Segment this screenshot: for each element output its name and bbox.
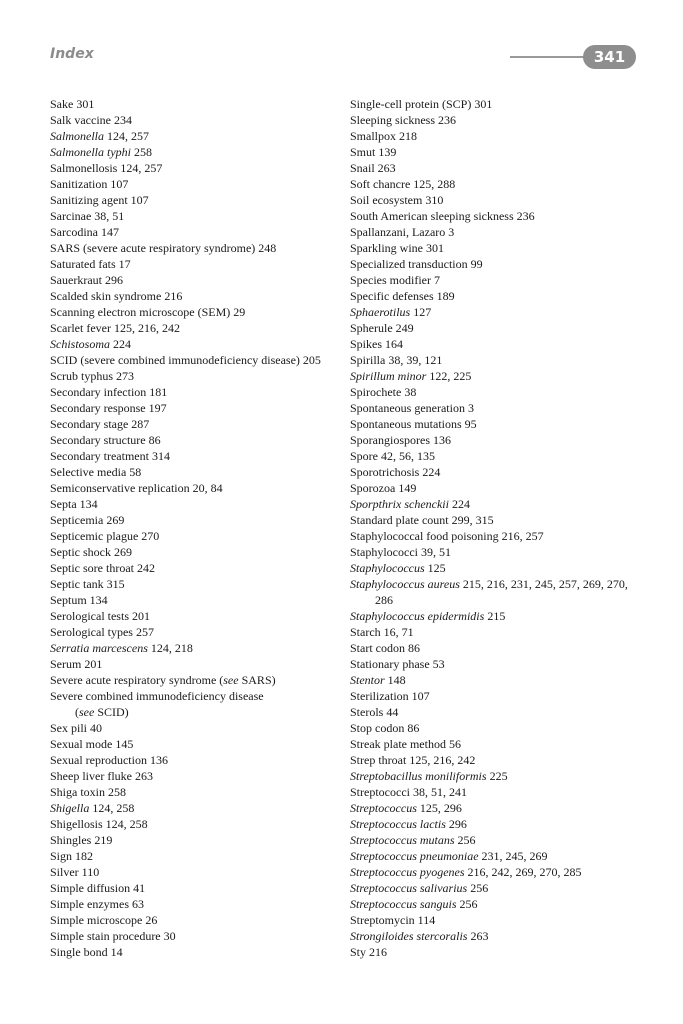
- index-entry: [50, 432, 340, 448]
- index-text: 125: [424, 561, 446, 575]
- index-entry: [50, 688, 340, 704]
- index-term-italic: Staphylococcus aureus: [350, 577, 460, 591]
- index-entry: [50, 384, 340, 400]
- index-text: 124, 218: [147, 641, 193, 655]
- index-text: Saturated fats 17: [50, 257, 131, 271]
- index-text: Simple microscope 26: [50, 913, 158, 927]
- index-entry: [50, 160, 340, 176]
- index-term-italic: Salmonella typhi: [50, 145, 131, 159]
- index-text: Selective media 58: [50, 465, 142, 479]
- index-text: 256: [454, 833, 476, 847]
- index-text: Septicemic plague 270: [50, 529, 160, 543]
- index-text: Septic tank 315: [50, 577, 125, 591]
- index-entry: [350, 320, 650, 336]
- index-text: Spikes 164: [350, 337, 404, 351]
- index-text: Serological tests 201: [50, 609, 150, 623]
- index-text: Secondary treatment 314: [50, 449, 170, 463]
- index-text: Specific defenses 189: [350, 289, 455, 303]
- index-text: Sty 216: [350, 945, 388, 959]
- index-entry: [350, 432, 650, 448]
- index-entry: [350, 208, 650, 224]
- index-text: 296: [445, 817, 467, 831]
- index-term-italic: Streptococcus pneumoniae: [350, 849, 479, 863]
- index-text: Severe acute respiratory syndrome (: [50, 673, 224, 687]
- index-text: Spherule 249: [350, 321, 414, 335]
- index-entry: [50, 944, 340, 960]
- index-entry: [350, 304, 650, 320]
- index-entry: [350, 736, 650, 752]
- index-text: 216, 242, 269, 270, 285: [464, 865, 582, 879]
- index-text: Staphylococci 39, 51: [350, 545, 451, 559]
- index-entry: [350, 192, 650, 208]
- index-text: Starch 16, 71: [350, 625, 414, 639]
- index-text: Shingles 219: [50, 833, 113, 847]
- index-column-left: [50, 96, 340, 960]
- index-entry: [350, 864, 650, 880]
- index-entry: [350, 448, 650, 464]
- index-text: 231, 245, 269: [478, 849, 548, 863]
- index-entry: [50, 720, 340, 736]
- index-term-italic: Streptococcus: [350, 801, 417, 815]
- index-entry: [350, 896, 650, 912]
- index-text: Smut 139: [350, 145, 397, 159]
- index-text: Sake 301: [50, 97, 95, 111]
- index-text: Serum 201: [50, 657, 103, 671]
- index-entry: [350, 480, 650, 496]
- index-text: 258: [131, 145, 152, 159]
- index-entry: [50, 416, 340, 432]
- index-text: Strep throat 125, 216, 242: [350, 753, 476, 767]
- index-entry: [50, 400, 340, 416]
- index-text: Septa 134: [50, 497, 98, 511]
- index-entry: [50, 304, 340, 320]
- index-entry-continuation: [350, 592, 650, 608]
- index-entry: [50, 256, 340, 272]
- index-text: Spirilla 38, 39, 121: [350, 353, 443, 367]
- index-column-right: [350, 96, 650, 960]
- index-entry: [350, 912, 650, 928]
- index-entry: [350, 224, 650, 240]
- index-term-italic: Shigella: [50, 801, 90, 815]
- index-text: Single-cell protein (SCP) 301: [350, 97, 493, 111]
- index-entry: [350, 816, 650, 832]
- index-term-italic: Sporpthrix schenckii: [350, 497, 449, 511]
- index-entry: [50, 464, 340, 480]
- index-text: Secondary infection 181: [50, 385, 168, 399]
- index-text: 215: [484, 609, 506, 623]
- index-entry: [350, 128, 650, 144]
- index-term-italic: Serratia marcescens: [50, 641, 148, 655]
- index-text: Sleeping sickness 236: [350, 113, 456, 127]
- index-term-italic: Streptococcus salivarius: [350, 881, 468, 895]
- index-entry: [350, 560, 650, 576]
- page-header: [0, 0, 683, 80]
- index-entry: [50, 224, 340, 240]
- index-text: Severe combined immunodeficiency disease: [50, 689, 264, 703]
- index-text: Streptomycin 114: [350, 913, 436, 927]
- index-entry: [350, 512, 650, 528]
- index-text: Salk vaccine 234: [50, 113, 132, 127]
- index-text: Streptococci 38, 51, 241: [350, 785, 467, 799]
- index-text: Sarcinae 38, 51: [50, 209, 125, 223]
- index-text: Soft chancre 125, 288: [350, 177, 456, 191]
- index-text: Stationary phase 53: [350, 657, 445, 671]
- index-entry: [350, 848, 650, 864]
- index-text: 127: [410, 305, 432, 319]
- index-term-italic: see: [79, 705, 95, 719]
- index-text: Sanitizing agent 107: [50, 193, 149, 207]
- index-entry: [50, 240, 340, 256]
- index-text: Scalded skin syndrome 216: [50, 289, 183, 303]
- index-entry: [350, 416, 650, 432]
- index-text: Spirochete 38: [350, 385, 417, 399]
- index-text: Sexual reproduction 136: [50, 753, 168, 767]
- index-entry: [50, 800, 340, 816]
- index-text: 215, 216, 231, 245, 257, 269, 270,: [459, 577, 628, 591]
- index-text: Start codon 86: [350, 641, 420, 655]
- index-text: Shigellosis 124, 258: [50, 817, 148, 831]
- index-entry: [50, 336, 340, 352]
- index-text: SARS): [238, 673, 276, 687]
- index-text: Septicemia 269: [50, 513, 125, 527]
- index-text: Sarcodina 147: [50, 225, 119, 239]
- index-text: Semiconservative replication 20, 84: [50, 481, 223, 495]
- index-entry: [50, 368, 340, 384]
- index-entry: [350, 496, 650, 512]
- index-entry: [50, 544, 340, 560]
- index-entry: [350, 176, 650, 192]
- index-entry: [350, 528, 650, 544]
- index-term-italic: Salmonella: [50, 129, 104, 143]
- index-text: 263: [467, 929, 489, 943]
- index-term-italic: see: [223, 673, 239, 687]
- index-text: Simple diffusion 41: [50, 881, 146, 895]
- index-entry: [50, 288, 340, 304]
- index-text: 125, 296: [416, 801, 462, 815]
- index-text: Sheep liver fluke 263: [50, 769, 153, 783]
- index-term-italic: Staphylococcus epidermidis: [350, 609, 485, 623]
- index-term-italic: Sphaerotilus: [350, 305, 411, 319]
- index-text: 286: [375, 593, 393, 607]
- index-text: 124, 258: [89, 801, 135, 815]
- index-term-italic: Strongiloides stercoralis: [350, 929, 468, 943]
- page-number-badge: 341: [583, 45, 636, 69]
- index-term-italic: Streptococcus pyogenes: [350, 865, 465, 879]
- index-entry: [50, 608, 340, 624]
- index-text: South American sleeping sickness 236: [350, 209, 535, 223]
- index-text: Secondary stage 287: [50, 417, 150, 431]
- index-entry: [350, 352, 650, 368]
- index-entry: [50, 480, 340, 496]
- index-text: Sparkling wine 301: [350, 241, 444, 255]
- index-entry: [350, 144, 650, 160]
- index-entry: [350, 400, 650, 416]
- index-text: Simple enzymes 63: [50, 897, 144, 911]
- index-text: Salmonellosis 124, 257: [50, 161, 163, 175]
- index-text: 225: [486, 769, 508, 783]
- index-entry: [350, 160, 650, 176]
- index-text: Secondary response 197: [50, 401, 167, 415]
- index-text: Silver 110: [50, 865, 100, 879]
- index-entry: [50, 560, 340, 576]
- index-entry: [50, 576, 340, 592]
- index-entry: [50, 128, 340, 144]
- index-text: Scanning electron microscope (SEM) 29: [50, 305, 246, 319]
- index-entry: [50, 768, 340, 784]
- index-text: Sterols 44: [350, 705, 399, 719]
- index-entry: [350, 944, 650, 960]
- index-entry-continuation: [50, 704, 340, 720]
- index-entry: [350, 272, 650, 288]
- index-entry: [50, 656, 340, 672]
- index-entry: [350, 832, 650, 848]
- index-text: SCID (severe combined immunodeficiency disease) 205: [50, 353, 321, 367]
- index-entry: [350, 112, 650, 128]
- index-entry: [50, 96, 340, 112]
- index-text: Serological types 257: [50, 625, 154, 639]
- index-text: Sign 182: [50, 849, 94, 863]
- index-entry: [350, 624, 650, 640]
- index-entry: [350, 768, 650, 784]
- index-text: Standard plate count 299, 315: [350, 513, 494, 527]
- index-entry: [50, 640, 340, 656]
- index-text: 122, 225: [426, 369, 472, 383]
- index-text: Sterilization 107: [350, 689, 430, 703]
- index-entry: [350, 672, 650, 688]
- index-text: Specialized transduction 99: [350, 257, 483, 271]
- index-text: Spore 42, 56, 135: [350, 449, 435, 463]
- index-entry: [350, 96, 650, 112]
- index-text: Sporangiospores 136: [350, 433, 451, 447]
- index-entry: [50, 928, 340, 944]
- index-text: Spontaneous mutations 95: [350, 417, 477, 431]
- index-entry: [50, 864, 340, 880]
- index-entry: [350, 288, 650, 304]
- index-entry: [350, 640, 650, 656]
- index-entry: [50, 176, 340, 192]
- index-text: Sporotrichosis 224: [350, 465, 441, 479]
- index-entry: [50, 752, 340, 768]
- index-text: Simple stain procedure 30: [50, 929, 176, 943]
- header-rule: [510, 56, 590, 58]
- index-entry: [350, 656, 650, 672]
- index-text: 148: [384, 673, 406, 687]
- index-entry: [350, 720, 650, 736]
- index-text: Scarlet fever 125, 216, 242: [50, 321, 180, 335]
- index-entry: [350, 800, 650, 816]
- index-entry: [50, 848, 340, 864]
- index-term-italic: Streptococcus sanguis: [350, 897, 457, 911]
- index-text: Stop codon 86: [350, 721, 420, 735]
- index-entry: [350, 256, 650, 272]
- index-text: SARS (severe acute respiratory syndrome) 248: [50, 241, 277, 255]
- index-entry: [350, 608, 650, 624]
- index-entry: [50, 816, 340, 832]
- index-entry: [350, 784, 650, 800]
- index-entry: [50, 512, 340, 528]
- index-entry: [350, 688, 650, 704]
- index-text: Septum 134: [50, 593, 108, 607]
- index-entry: [50, 672, 340, 688]
- index-entry: [350, 928, 650, 944]
- index-entry: [50, 272, 340, 288]
- index-entry: [50, 208, 340, 224]
- index-text: Sanitization 107: [50, 177, 129, 191]
- index-text: Smallpox 218: [350, 129, 418, 143]
- index-text: 224: [110, 337, 131, 351]
- index-text: 224: [448, 497, 470, 511]
- index-text: 124, 257: [104, 129, 149, 143]
- index-entry: [50, 832, 340, 848]
- index-entry: [50, 112, 340, 128]
- index-entry: [350, 544, 650, 560]
- index-text: Species modifier 7: [350, 273, 440, 287]
- index-text: Spontaneous generation 3: [350, 401, 474, 415]
- index-text: (: [75, 705, 79, 719]
- index-entry: [50, 144, 340, 160]
- index-text: Streak plate method 56: [350, 737, 461, 751]
- index-entry: [350, 368, 650, 384]
- index-term-italic: Streptococcus lactis: [350, 817, 446, 831]
- index-text: Septic sore throat 242: [50, 561, 155, 575]
- index-term-italic: Staphylococcus: [350, 561, 425, 575]
- index-text: Sauerkraut 296: [50, 273, 123, 287]
- index-entry: [350, 336, 650, 352]
- index-entry: [350, 240, 650, 256]
- index-entry: [50, 784, 340, 800]
- index-text: Snail 263: [350, 161, 396, 175]
- index-entry: [350, 752, 650, 768]
- index-term-italic: Stentor: [350, 673, 385, 687]
- index-entry: [50, 352, 340, 368]
- index-text: Septic shock 269: [50, 545, 132, 559]
- index-text: SCID): [94, 705, 129, 719]
- index-text: Shiga toxin 258: [50, 785, 127, 799]
- index-entry: [50, 736, 340, 752]
- index-entry: [350, 464, 650, 480]
- index-text: 256: [456, 897, 478, 911]
- index-entry: [350, 704, 650, 720]
- index-text: Soil ecosystem 310: [350, 193, 444, 207]
- index-term-italic: Spirillum minor: [350, 369, 427, 383]
- index-text: Sexual mode 145: [50, 737, 134, 751]
- index-entry: [50, 592, 340, 608]
- index-text: Single bond 14: [50, 945, 123, 959]
- index-entry: [50, 192, 340, 208]
- index-entry: [50, 448, 340, 464]
- index-term-italic: Schistosoma: [50, 337, 110, 351]
- index-text: Sex pili 40: [50, 721, 103, 735]
- index-entry: [350, 576, 650, 592]
- index-entry: [50, 528, 340, 544]
- index-entry: [50, 912, 340, 928]
- index-entry: [50, 896, 340, 912]
- index-entry: [50, 624, 340, 640]
- index-text: Scrub typhus 273: [50, 369, 134, 383]
- index-entry: [350, 880, 650, 896]
- index-text: 256: [467, 881, 489, 895]
- index-entry: [50, 880, 340, 896]
- index-text: Spallanzani, Lazaro 3: [350, 225, 455, 239]
- index-text: Sporozoa 149: [350, 481, 417, 495]
- index-text: Staphylococcal food poisoning 216, 257: [350, 529, 544, 543]
- index-term-italic: Streptobacillus moniliformis: [350, 769, 487, 783]
- index-term-italic: Streptococcus mutans: [350, 833, 455, 847]
- index-entry: [50, 496, 340, 512]
- index-entry: [50, 320, 340, 336]
- section-title: Index: [50, 46, 94, 62]
- index-entry: [350, 384, 650, 400]
- index-text: Secondary structure 86: [50, 433, 161, 447]
